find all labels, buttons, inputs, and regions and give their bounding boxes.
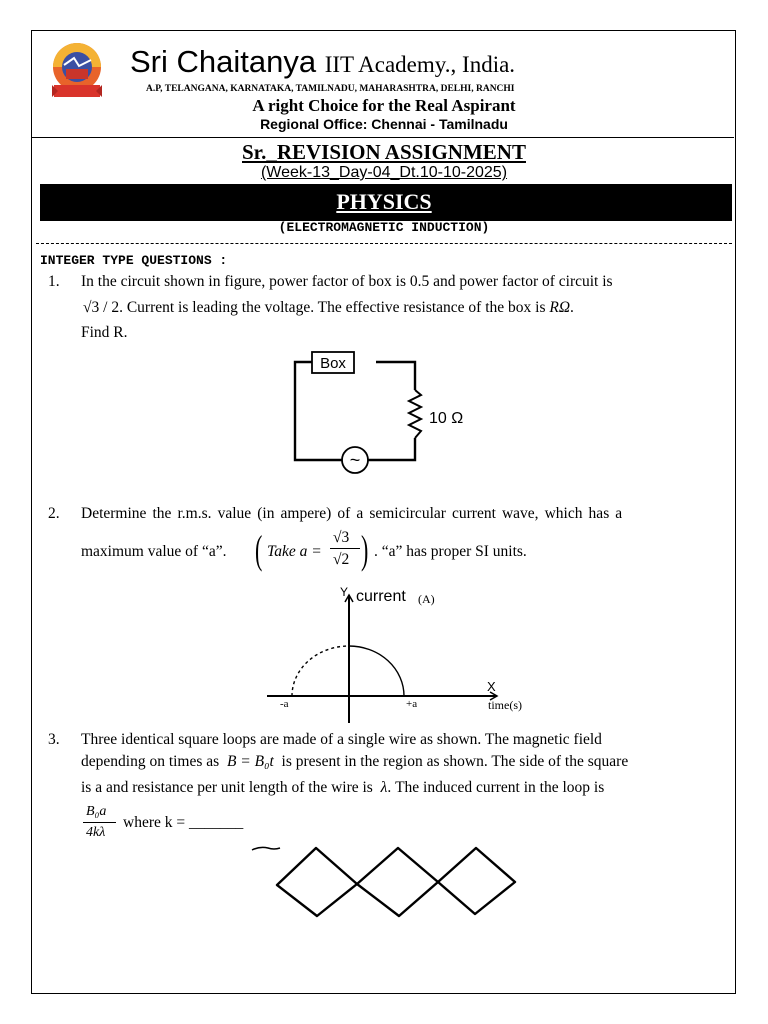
institute-name: Sri Chaitanya IIT Academy., India. — [130, 44, 516, 79]
y-axis-letter: Y — [340, 585, 349, 599]
subject-title: PHYSICS — [336, 189, 432, 214]
paren-left: ( — [255, 527, 263, 572]
x-axis-letter: X — [487, 679, 496, 694]
fraction-bar — [330, 548, 360, 549]
regional-office: Regional Office: Chennai - Tamilnadu — [260, 116, 508, 132]
paren-right: ) — [361, 527, 369, 572]
tagline: A right Choice for the Real Aspirant — [252, 96, 516, 115]
section-title: INTEGER TYPE QUESTIONS : — [40, 253, 228, 268]
q3-line3: is a and resistance per unit length of the wire is λ. The induced current in the loop is — [81, 779, 605, 796]
q3-where: where k = _______ — [123, 814, 244, 831]
q3-fraction-bar — [83, 822, 116, 823]
ac-source-symbol: ~ — [349, 450, 361, 470]
q2-frac-num: √3 — [333, 529, 350, 546]
dashed-divider — [36, 243, 732, 244]
tick-neg-a: -a — [280, 698, 289, 710]
box-label: Box — [320, 355, 346, 372]
q2-line2-pre: maximum value of “a”. — [81, 543, 227, 560]
x-axis-label: time(s) — [488, 698, 522, 712]
q2-frac-den: √2 — [333, 551, 350, 568]
q3-frac-num: B₀a — [86, 804, 107, 819]
q1-line2: √3 / 2. Current is leading the voltage. The effective resistance of the box is RΩ. — [83, 299, 574, 316]
assignment-title: Sr._REVISION ASSIGNMENT — [242, 140, 526, 164]
circuit-diagram — [290, 348, 480, 478]
topic-title: (ELECTROMAGNETIC INDUCTION) — [278, 220, 490, 235]
q1-line3: Find R. — [81, 324, 128, 341]
tick-pos-a: +a — [406, 698, 418, 710]
states-list: A.P, TELANGANA, KARNATAKA, TAMILNADU, MAHARASHTRA, DELHI, RANCHI — [146, 84, 515, 94]
q3-line2: depending on times as B = B₀t is present in the region as shown. The side of the square — [81, 753, 629, 770]
q3-frac-den: 4kλ — [86, 825, 106, 840]
q2-take: Take a = — [267, 543, 322, 560]
q1-math: √3 / 2 — [83, 299, 120, 316]
academy-logo — [44, 41, 110, 103]
q2-line2-post: . “a” has proper SI units. — [374, 543, 527, 560]
square-loops-figure — [250, 840, 530, 920]
q1-line1: In the circuit shown in figure, power factor of box is 0.5 and power factor of circuit is — [81, 273, 613, 290]
question-number: 2. — [48, 505, 60, 522]
question-number: 3. — [48, 731, 60, 748]
assignment-date: (Week-13_Day-04_Dt.10-10-2025) — [260, 164, 508, 181]
q2-line1: Determine the r.m.s. value (in ampere) of a semicircular current wave, which has a — [81, 505, 623, 522]
q3-line1: Three identical square loops are made of a single wire as shown. The magnetic field — [81, 731, 602, 748]
question-number: 1. — [48, 273, 60, 290]
q3-equation: B = B₀t — [226, 753, 274, 770]
y-axis-label: current — [356, 588, 406, 605]
resistor-label: 10 Ω — [429, 410, 464, 427]
current-wave-graph — [262, 583, 552, 725]
y-axis-unit: (A) — [418, 592, 435, 606]
header-divider — [32, 137, 734, 138]
